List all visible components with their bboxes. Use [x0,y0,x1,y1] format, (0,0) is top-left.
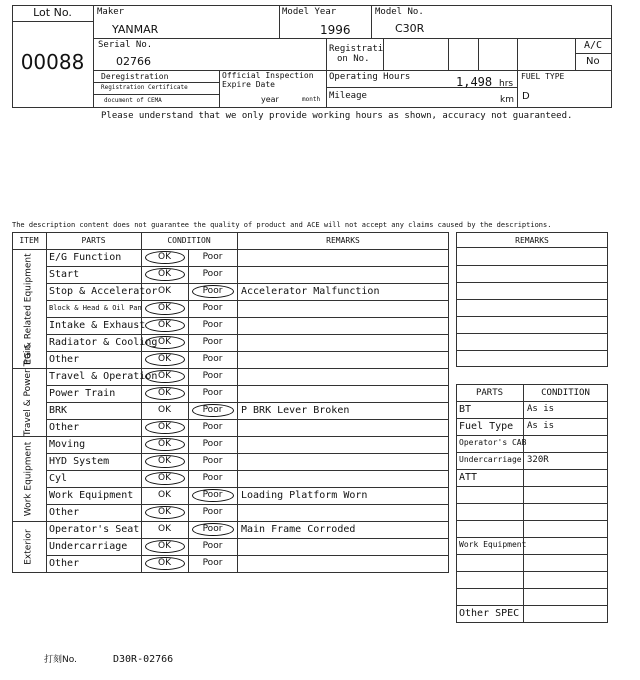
poor-option: Poor [202,388,223,398]
divider [12,21,93,22]
ok-option: OK [158,269,171,279]
right-part-condition: As is [527,421,555,431]
ok-circle-mark [145,472,185,485]
item-group-label: Travel & Power Train [23,344,33,436]
km-unit: km [500,95,514,105]
ok-circle-mark [145,370,185,383]
part-name: Undercarriage [49,541,128,552]
ok-circle-mark [145,387,185,400]
part-name: Radiator & Cooling [49,337,158,348]
deregistration-label: Deregistration [101,72,169,81]
poor-option: Poor [202,422,223,432]
poor-circle-mark [192,404,234,417]
divider [456,537,608,538]
part-name: Start [49,269,80,280]
disclaimer: The description content does not guarantee the quality of product and ACE will not accept any claims caused by the descriptions. [12,221,552,229]
ok-option: OK [158,507,171,517]
divider [46,504,449,505]
divider [93,82,219,83]
divider [456,418,608,419]
poor-option: Poor [202,269,223,279]
mileage-label: Mileage [329,91,367,101]
ok-circle-mark [145,302,185,315]
divider [456,520,608,521]
fuel-type-label: FUEL TYPE [521,72,565,81]
ok-option: OK [158,354,171,364]
ok-circle-mark [145,506,185,519]
model-year-value: 1996 [320,23,351,37]
ok-circle-mark [145,336,185,349]
remark-text: Main Frame Corroded [241,524,356,535]
divider [456,247,608,248]
part-name: Travel & Operation [49,371,158,382]
ac-label: A/C [584,40,603,51]
poor-option: Poor [202,252,223,262]
divider [93,5,94,108]
right-part-name: Work Equipment [459,540,527,549]
divider [448,38,449,70]
ac-value: No [586,56,600,67]
lot-number: 00088 [20,50,85,74]
poor-circle-mark [192,489,234,502]
registration-label: Registrati [329,44,384,54]
divider [279,5,280,38]
divider [456,316,608,317]
ok-option: OK [158,490,171,500]
right-part-name: Operator's CAB [459,438,527,447]
model-year-label: Model Year [282,7,337,17]
divider [46,538,449,539]
poor-option: Poor [202,507,223,517]
part-name: Other [49,422,80,433]
remark-text: P BRK Lever Broken [241,405,350,416]
poor-option: Poor [202,405,223,415]
stamp-label: 打刻No. [44,655,77,665]
poor-option: Poor [202,456,223,466]
part-name: BRK [49,405,68,416]
ok-option: OK [158,388,171,398]
poor-circle-mark [192,523,234,536]
poor-option: Poor [202,473,223,483]
part-name: E/G Function [49,252,122,263]
poor-option: Poor [202,524,223,534]
part-name: Power Train [49,388,116,399]
hours-unit: hrs [499,79,514,89]
divider [46,453,449,454]
ok-option: OK [158,439,171,449]
item-group-label: Work Equipment [23,441,33,516]
item-group-label: EG & Related Equipment [23,252,33,365]
part-name: Stop & Accelerator [49,286,158,297]
operating-hours-label: Operating Hours [329,72,411,82]
divider [456,401,608,402]
divider [219,70,220,108]
ok-circle-mark [145,268,185,281]
ok-option: OK [158,541,171,551]
part-name: Cyl [49,473,68,484]
fuel-type-value: D [522,91,530,102]
col-parts-header: PARTS [81,236,106,245]
maker-value: YANMAR [112,23,159,36]
divider [456,486,608,487]
divider [12,249,449,250]
maker-label: Maker [97,7,125,17]
part-name: Operator's Seat [49,524,140,535]
divider [575,53,612,54]
poor-option: Poor [202,320,223,330]
divider [456,571,608,572]
ok-option: OK [158,286,171,296]
inspection-label-2: Expire Date [222,80,275,89]
lot-label: Lot No. [33,6,72,19]
divider [456,588,608,589]
ok-circle-mark [145,438,185,451]
divider [456,435,608,436]
col-remarks-header: REMARKS [326,236,360,245]
right-part-name: Undercarriage [459,455,522,464]
operating-hours-value: 1,498 [456,75,493,89]
divider [46,487,449,488]
inspection-label: Official Inspection [222,71,314,80]
divider [326,38,327,108]
divider [12,521,449,522]
right-remarks-header: REMARKS [515,236,549,245]
serial-value: 02766 [116,55,151,68]
ok-option: OK [158,371,171,381]
poor-circle-mark [192,285,234,298]
divider [46,351,449,352]
divider [456,265,608,266]
divider [456,350,608,351]
hours-notice: Please understand that we only provide working hours as shown, accuracy not guaranteed. [101,111,573,121]
divider [456,282,608,283]
ok-option: OK [158,405,171,415]
ok-option: OK [158,320,171,330]
poor-option: Poor [202,286,223,296]
part-name: Work Equipment [49,490,134,501]
ok-circle-mark [145,557,185,570]
divider [46,300,449,301]
reg-cert-label: Registration Certificate [101,84,188,91]
divider [46,334,449,335]
ok-circle-mark [145,540,185,553]
ok-option: OK [158,524,171,534]
cema-label: document of CEMA [104,97,162,104]
right-part-name: Fuel Type [459,421,514,432]
poor-option: Poor [202,303,223,313]
ok-option: OK [158,558,171,568]
poor-option: Poor [202,490,223,500]
ok-option: OK [158,473,171,483]
right-part-condition: 320R [527,455,549,465]
poor-option: Poor [202,337,223,347]
divider [456,452,608,453]
part-name: Intake & Exhaust [49,320,146,331]
divider [456,503,608,504]
divider [456,333,608,334]
poor-option: Poor [202,541,223,551]
divider [575,38,576,70]
divider [46,402,449,403]
right-parts-header: PARTS [475,388,504,398]
divider [12,436,449,437]
model-no-label: Model No. [375,7,424,17]
part-name: Block & Head & Oil Pan [49,304,142,312]
poor-option: Poor [202,371,223,381]
divider [93,38,612,39]
remark-text: Accelerator Malfunction [241,286,380,297]
ok-circle-mark [145,421,185,434]
remark-text: Loading Platform Worn [241,490,368,501]
stamp-value: D30R-02766 [113,654,174,665]
divider [456,469,608,470]
right-part-name: Other SPEC [459,608,520,619]
divider [371,5,372,38]
right-part-name: BT [459,404,472,415]
poor-option: Poor [202,354,223,364]
divider [46,385,449,386]
col-item-header: ITEM [19,236,39,245]
ok-option: OK [158,422,171,432]
part-name: Other [49,507,80,518]
part-name: Other [49,354,80,365]
year-label: year [261,95,279,104]
item-group-label: Exterior [23,528,33,565]
divider [456,299,608,300]
right-part-name: ATT [459,472,478,483]
divider [46,555,449,556]
right-part-condition: As is [527,404,555,414]
model-no-value: C30R [395,22,425,35]
divider [46,470,449,471]
divider [46,317,449,318]
divider [456,605,608,606]
poor-option: Poor [202,558,223,568]
serial-label: Serial No. [98,40,153,50]
ok-circle-mark [145,353,185,366]
part-name: Moving [49,439,86,450]
divider [478,38,479,70]
part-name: Other [49,558,80,569]
ok-circle-mark [145,455,185,468]
ok-option: OK [158,337,171,347]
ok-circle-mark [145,319,185,332]
poor-option: Poor [202,439,223,449]
divider [46,283,449,284]
divider [456,554,608,555]
divider [46,266,449,267]
ok-option: OK [158,303,171,313]
ok-option: OK [158,456,171,466]
ok-circle-mark [145,251,185,264]
divider [93,94,219,95]
divider [513,70,612,71]
col-condition-header: CONDITION [167,236,211,245]
part-name: HYD System [49,456,110,467]
divider [12,368,449,369]
month-label: month [302,96,321,103]
divider [517,38,518,108]
ok-option: OK [158,252,171,262]
divider [383,38,384,70]
divider [46,419,449,420]
registration-label-2: on No. [337,54,370,64]
right-condition-header: CONDITION [541,388,590,398]
